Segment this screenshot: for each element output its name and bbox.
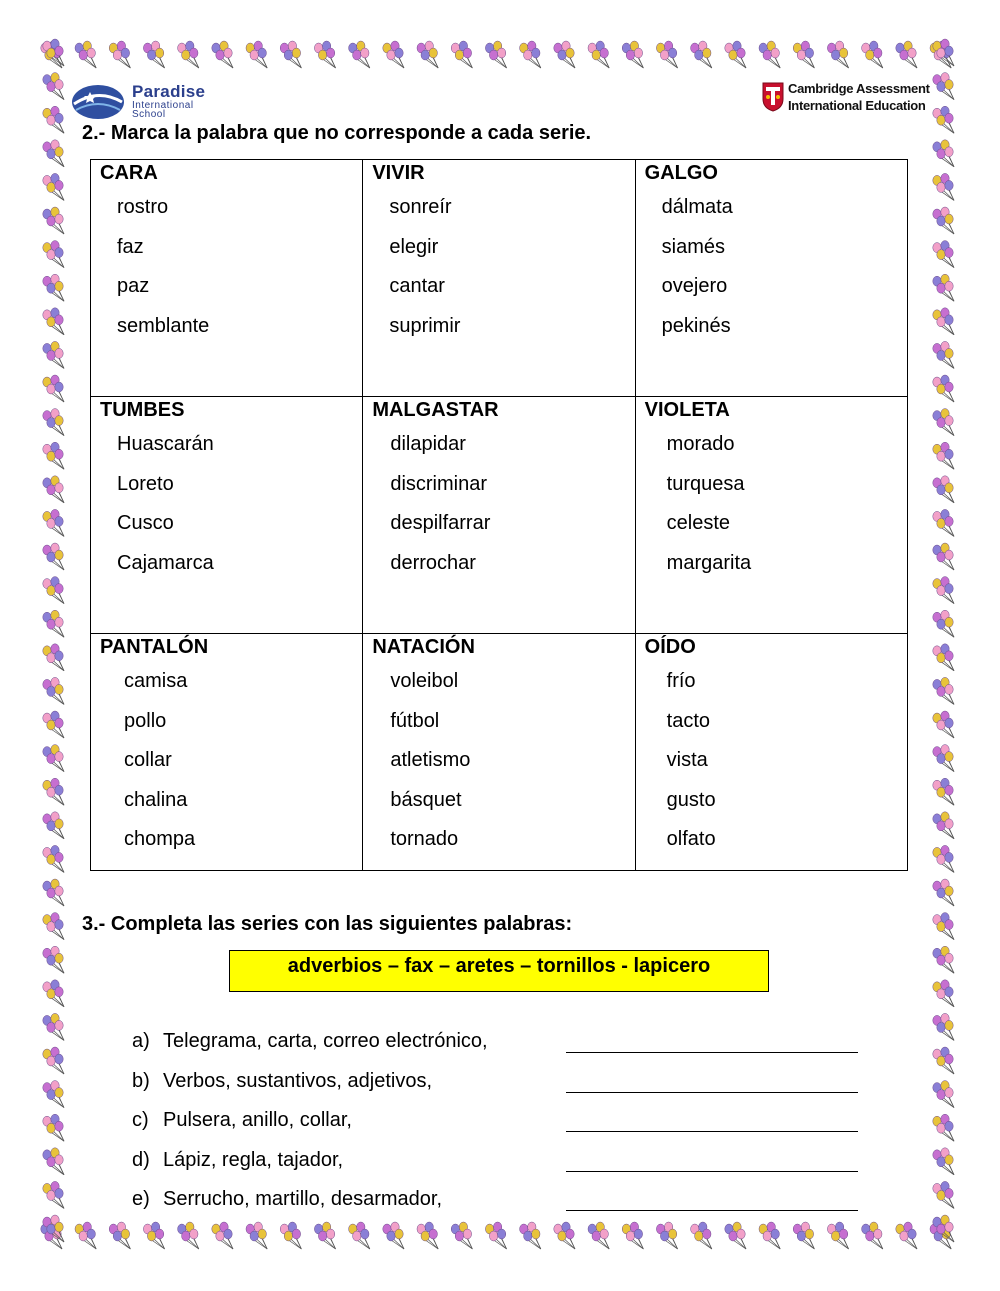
- item-text: Lápiz, regla, tajador,: [163, 1148, 344, 1171]
- cambridge-logo: [762, 80, 930, 116]
- item-letter: e): [132, 1188, 150, 1210]
- series-word[interactable]: collar: [124, 749, 172, 771]
- series-cell-title: NATACIÓN: [372, 636, 475, 658]
- item-text: Telegrama, carta, correo electrónico,: [163, 1030, 488, 1052]
- series-word[interactable]: semblante: [117, 314, 210, 337]
- series-word[interactable]: Cusco: [117, 512, 174, 534]
- series-cell: [91, 160, 363, 397]
- series-cell-title: GALGO: [644, 162, 718, 184]
- series-cell-title: OÍDO: [644, 636, 696, 658]
- item-text: Serrucho, martillo, desarmador,: [163, 1188, 443, 1210]
- item-text: Pulsera, anillo, collar,: [163, 1109, 352, 1131]
- balloon-border-top-icon: [38, 38, 962, 72]
- answer-blank[interactable]: [566, 1210, 858, 1211]
- answer-blank[interactable]: [566, 1131, 858, 1132]
- school-sub2: School: [132, 109, 166, 120]
- series-cell: [363, 160, 635, 397]
- series-word[interactable]: gusto: [666, 788, 716, 811]
- series-word[interactable]: olfato: [666, 828, 716, 850]
- balloon-border-right: [928, 38, 962, 1253]
- series-cell: [363, 397, 635, 634]
- balloon-border-top: [38, 38, 962, 72]
- series-word[interactable]: celeste: [666, 512, 731, 534]
- series-cell-title: TUMBES: [100, 399, 185, 421]
- series-word[interactable]: margarita: [666, 551, 752, 574]
- series-cell: [635, 160, 907, 397]
- series-word[interactable]: Loreto: [117, 472, 174, 495]
- series-word[interactable]: frío: [666, 670, 696, 692]
- answer-blank[interactable]: [566, 1052, 858, 1053]
- cambridge-shield-icon: [762, 82, 784, 112]
- series-word[interactable]: turquesa: [666, 472, 745, 495]
- series-word[interactable]: ovejero: [661, 275, 728, 297]
- series-word[interactable]: derrochar: [390, 551, 476, 574]
- series-word[interactable]: dilapidar: [390, 433, 466, 455]
- series-cell: [363, 634, 635, 871]
- series-word[interactable]: tornado: [390, 828, 459, 850]
- item-letter: c): [132, 1109, 149, 1131]
- series-cell-title: PANTALÓN: [100, 636, 209, 658]
- series-cell: [635, 397, 907, 634]
- list-item: [132, 1109, 872, 1149]
- series-word[interactable]: discriminar: [390, 472, 488, 495]
- series-cell-title: VIOLETA: [644, 399, 730, 421]
- series-word[interactable]: sonreír: [389, 196, 452, 218]
- series-word[interactable]: faz: [117, 235, 144, 258]
- table-row: [91, 397, 908, 634]
- answer-blank[interactable]: [566, 1092, 858, 1093]
- school-emblem-icon: [70, 80, 126, 120]
- series-word[interactable]: dálmata: [661, 196, 733, 218]
- series-word[interactable]: camisa: [124, 670, 188, 692]
- school-logo: [70, 78, 240, 122]
- list-item: [132, 1030, 872, 1070]
- item-letter: b): [132, 1069, 150, 1092]
- section2-title: 2.- Marca la palabra que no corresponde a cada serie.: [82, 122, 592, 144]
- series-word[interactable]: siamés: [661, 235, 726, 258]
- cambridge-line1: Cambridge Assessment: [788, 81, 930, 96]
- series-word[interactable]: cantar: [389, 275, 445, 297]
- series-word[interactable]: fútbol: [390, 709, 440, 732]
- series-word[interactable]: vista: [666, 749, 708, 771]
- series-word[interactable]: suprimir: [389, 314, 461, 337]
- item-text: Verbos, sustantivos, adjetivos,: [163, 1069, 433, 1092]
- word-bank: adverbios – fax – aretes – tornillos - lapicero: [229, 950, 769, 992]
- item-letter: a): [132, 1030, 150, 1052]
- series-word[interactable]: paz: [117, 275, 150, 297]
- series-word[interactable]: chalina: [124, 788, 188, 811]
- list-item: [132, 1070, 872, 1110]
- balloon-border-left-icon: [38, 38, 72, 1253]
- school-name: Paradise: [132, 82, 206, 101]
- series-word[interactable]: Cajamarca: [117, 551, 214, 574]
- series-list: [132, 1030, 872, 1228]
- series-word[interactable]: básquet: [390, 788, 462, 811]
- section3-title: 3.- Completa las series con las siguientes palabras:: [82, 913, 573, 935]
- series-cell: [91, 634, 363, 871]
- series-word[interactable]: pekinés: [661, 314, 731, 337]
- series-cell-title: VIVIR: [372, 162, 425, 184]
- series-word[interactable]: atletismo: [390, 749, 471, 771]
- series-cell: [635, 634, 907, 871]
- series-word[interactable]: elegir: [389, 235, 439, 258]
- series-cell-title: MALGASTAR: [372, 399, 499, 421]
- series-word[interactable]: Huascarán: [117, 433, 214, 455]
- table-row: [91, 634, 908, 871]
- series-cell: [91, 397, 363, 634]
- series-word[interactable]: despilfarrar: [390, 512, 491, 534]
- series-cell-title: CARA: [100, 162, 158, 184]
- cambridge-line2: International Education: [788, 98, 926, 113]
- series-word[interactable]: pollo: [124, 709, 167, 732]
- series-word[interactable]: chompa: [124, 828, 196, 850]
- balloon-border-left: [38, 38, 72, 1253]
- word-series-table: [90, 159, 908, 871]
- school-sub1: International: [132, 100, 194, 111]
- series-word[interactable]: rostro: [117, 196, 169, 218]
- item-letter: d): [132, 1148, 150, 1171]
- list-item: [132, 1149, 872, 1189]
- list-item: [132, 1188, 872, 1228]
- table-row: [91, 160, 908, 397]
- answer-blank[interactable]: [566, 1171, 858, 1172]
- series-word[interactable]: morado: [666, 433, 735, 455]
- series-word[interactable]: voleibol: [390, 670, 459, 692]
- balloon-border-right-icon: [928, 38, 962, 1253]
- series-word[interactable]: tacto: [666, 709, 711, 732]
